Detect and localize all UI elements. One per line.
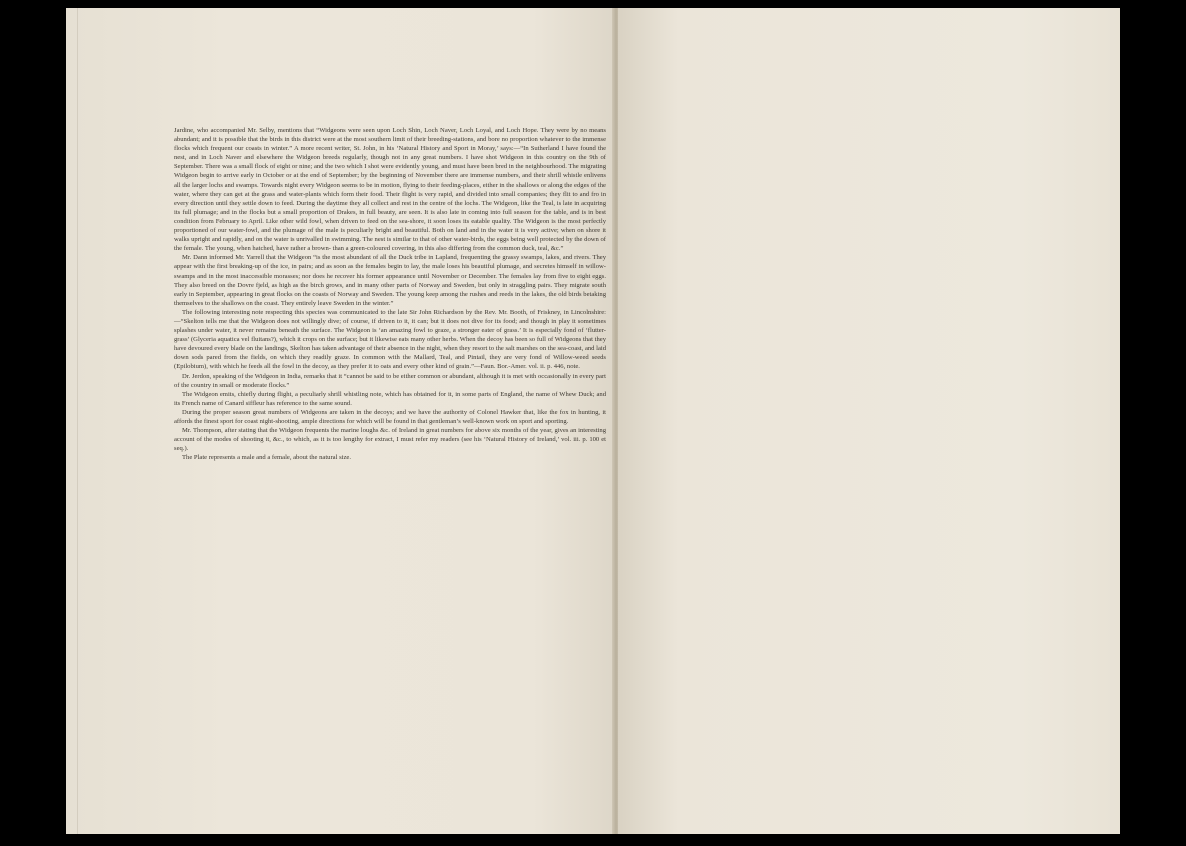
paragraph-8: The Plate represents a male and a female, about the natural size. bbox=[182, 454, 351, 462]
page-edge bbox=[77, 8, 78, 834]
paragraph-6: During the proper season great numbers of Widgeons are taken in the decoys; and we have the authority of Colonel Hawker that, like the fox in hunting, it affords the finest sport for coast night-shooting, ample directions for which will be found in that gentleman’s well-known work on sport and sporting. bbox=[174, 408, 606, 425]
book-spread bbox=[66, 8, 1120, 834]
paragraph-7: Mr. Thompson, after stating that the Widgeon frequents the marine loughs &c. of Ireland in great numbers for above six months of the year, gives an interesting account of the modes of shooting it, &c., to which, as it is too lengthy for extract, I must refer my readers (see his ‘Natural History of Ireland,’ vol. iii. p. 100 et seq.). bbox=[174, 427, 606, 453]
left-page bbox=[66, 8, 616, 834]
body-text bbox=[174, 126, 606, 462]
paragraph-2: Mr. Dann informed Mr. Yarrell that the Widgeon “is the most abundant of all the Duck tribe in Lapland, frequenting the grassy swamps, lakes, and rivers. They appear with the first breaking-up of the ice, in pairs; and as soon as the females begin to lay, the male loses his beautiful plumage, and secretes himself in willow-swamps and in the most inaccessible morasses; nor does he recover his former appearance until November or December. The females lay from five to eight eggs. They also breed on the Dovre fjeld, as high as the birch grows, and in many other parts of Norway and Sweden, but only in straggling pairs. They migrate south early in September, appearing in great flocks on the coasts of Norway and Sweden. The young keep among the rushes and reeds in the lakes, the old birds betaking themselves to the shallows on the coast. They entirely leave Sweden in the winter.” bbox=[174, 254, 606, 307]
paragraph-3: The following interesting note respecting this species was communicated to the late Sir John Richardson by the Rev. Mr. Booth, of Friskney, in Lincolnshire:—“Skelton tells me that the Widgeon does not willingly dive; of course, if driven to it, it can; but it does not dive for its food; and though in play it sometimes splashes under water, it never remains beneath the surface. The Widgeon is ‘an amazing fowl to graze, a stronger eater of grass.’ It is especially fond of ‘flutter-grass’ (Glyceria aquatica vel fluitans?), which it crops on the surface; but it likewise eats many other herbs. When the decoy has been so full of Widgeons that they have devoured every blade on the landings, Skelton has taken advantage of their absence in the night, when they resort to the salt marshes on the sea-coast, and laid down sods pared from the fields, on which they readily graze. In common with the Mallard, Teal, and Pintail, they are very fond of Willow-weed seeds (Epilobium), with which he feeds all the fowl in the decoy, as they prefer it to oats and every other kind of grain.”—Faun. Bor.-Amer. vol. ii. p. 446, note. bbox=[174, 308, 606, 371]
paragraph-1: Jardine, who accompanied Mr. Selby, mentions that “Widgeons were seen upon Loch Shin, Loch Naver, Loch Loyal, and Loch Hope. They were by no means abundant; and it is possible that the birds in this district were at the most southern limit of their breeding-stations, and bore no proportion whatever to the immense flocks which frequent our coasts in winter.” A more recent writer, St. John, in his ‘Natural History and Sport in Moray,’ says:—“In Sutherland I have found the nest, and in Loch Naver and elsewhere the Widgeon breeds regularly, though not in any great numbers. I have shot Widgeon in this country on the 9th of September. There was a small flock of eight or nine; and the two which I shot were evidently young, and must have been bred in the neighbourhood. The migrating Widgeon begin to arrive early in October or at the end of September; by the beginning of November there are immense numbers, and their shrill whistle enlivens all the larger lochs and swamps. Towards night every Widgeon seems to be in motion, flying to their feeding-places, either in the shallows or along the edges of the water, where they can get at the grass and water-plants which form their food. Their flight is very rapid, and divided into small companies; they flit to and fro in every direction until they settle down to feed. During the daytime they all collect and rest in the centre of the lochs. The Widgeon, like the Teal, is late in acquiring its full plumage; and in the flocks but a small proportion of Drakes, in full beauty, are seen. It is also late in coming into full season for the table, and is in best condition from February to April. Like other wild fowl, when driven to feed on the sea-shore, it soon loses its eatable quality. The Widgeon is the most perfectly proportioned of our water-fowl, and the plumage of the male is peculiarly bright and beautiful. Both on land and in the water it is very active; when on shore it walks upright and rapidly, and on the water is unrivalled in swimming. The nest is similar to that of other water-birds, the eggs being well protected by the down of the female. The young, when hatched, have rather a brown- than a green-coloured covering, in this also differing from the common duck, teal, &c.” bbox=[174, 127, 606, 253]
paragraph-5: The Widgeon emits, chiefly during flight, a peculiarly shrill whistling note, which has obtained for it, in some parts of England, the name of Whew Duck; and its French name of Canard siffleur has reference to the same sound. bbox=[174, 390, 606, 407]
right-page bbox=[618, 8, 1120, 834]
paragraph-4: Dr. Jerdon, speaking of the Widgeon in India, remarks that it “cannot be said to be either common or abundant, although it is met with occasionally in every part of the country in small or moderate flocks.” bbox=[174, 372, 606, 389]
blank-page-area bbox=[618, 8, 1120, 834]
